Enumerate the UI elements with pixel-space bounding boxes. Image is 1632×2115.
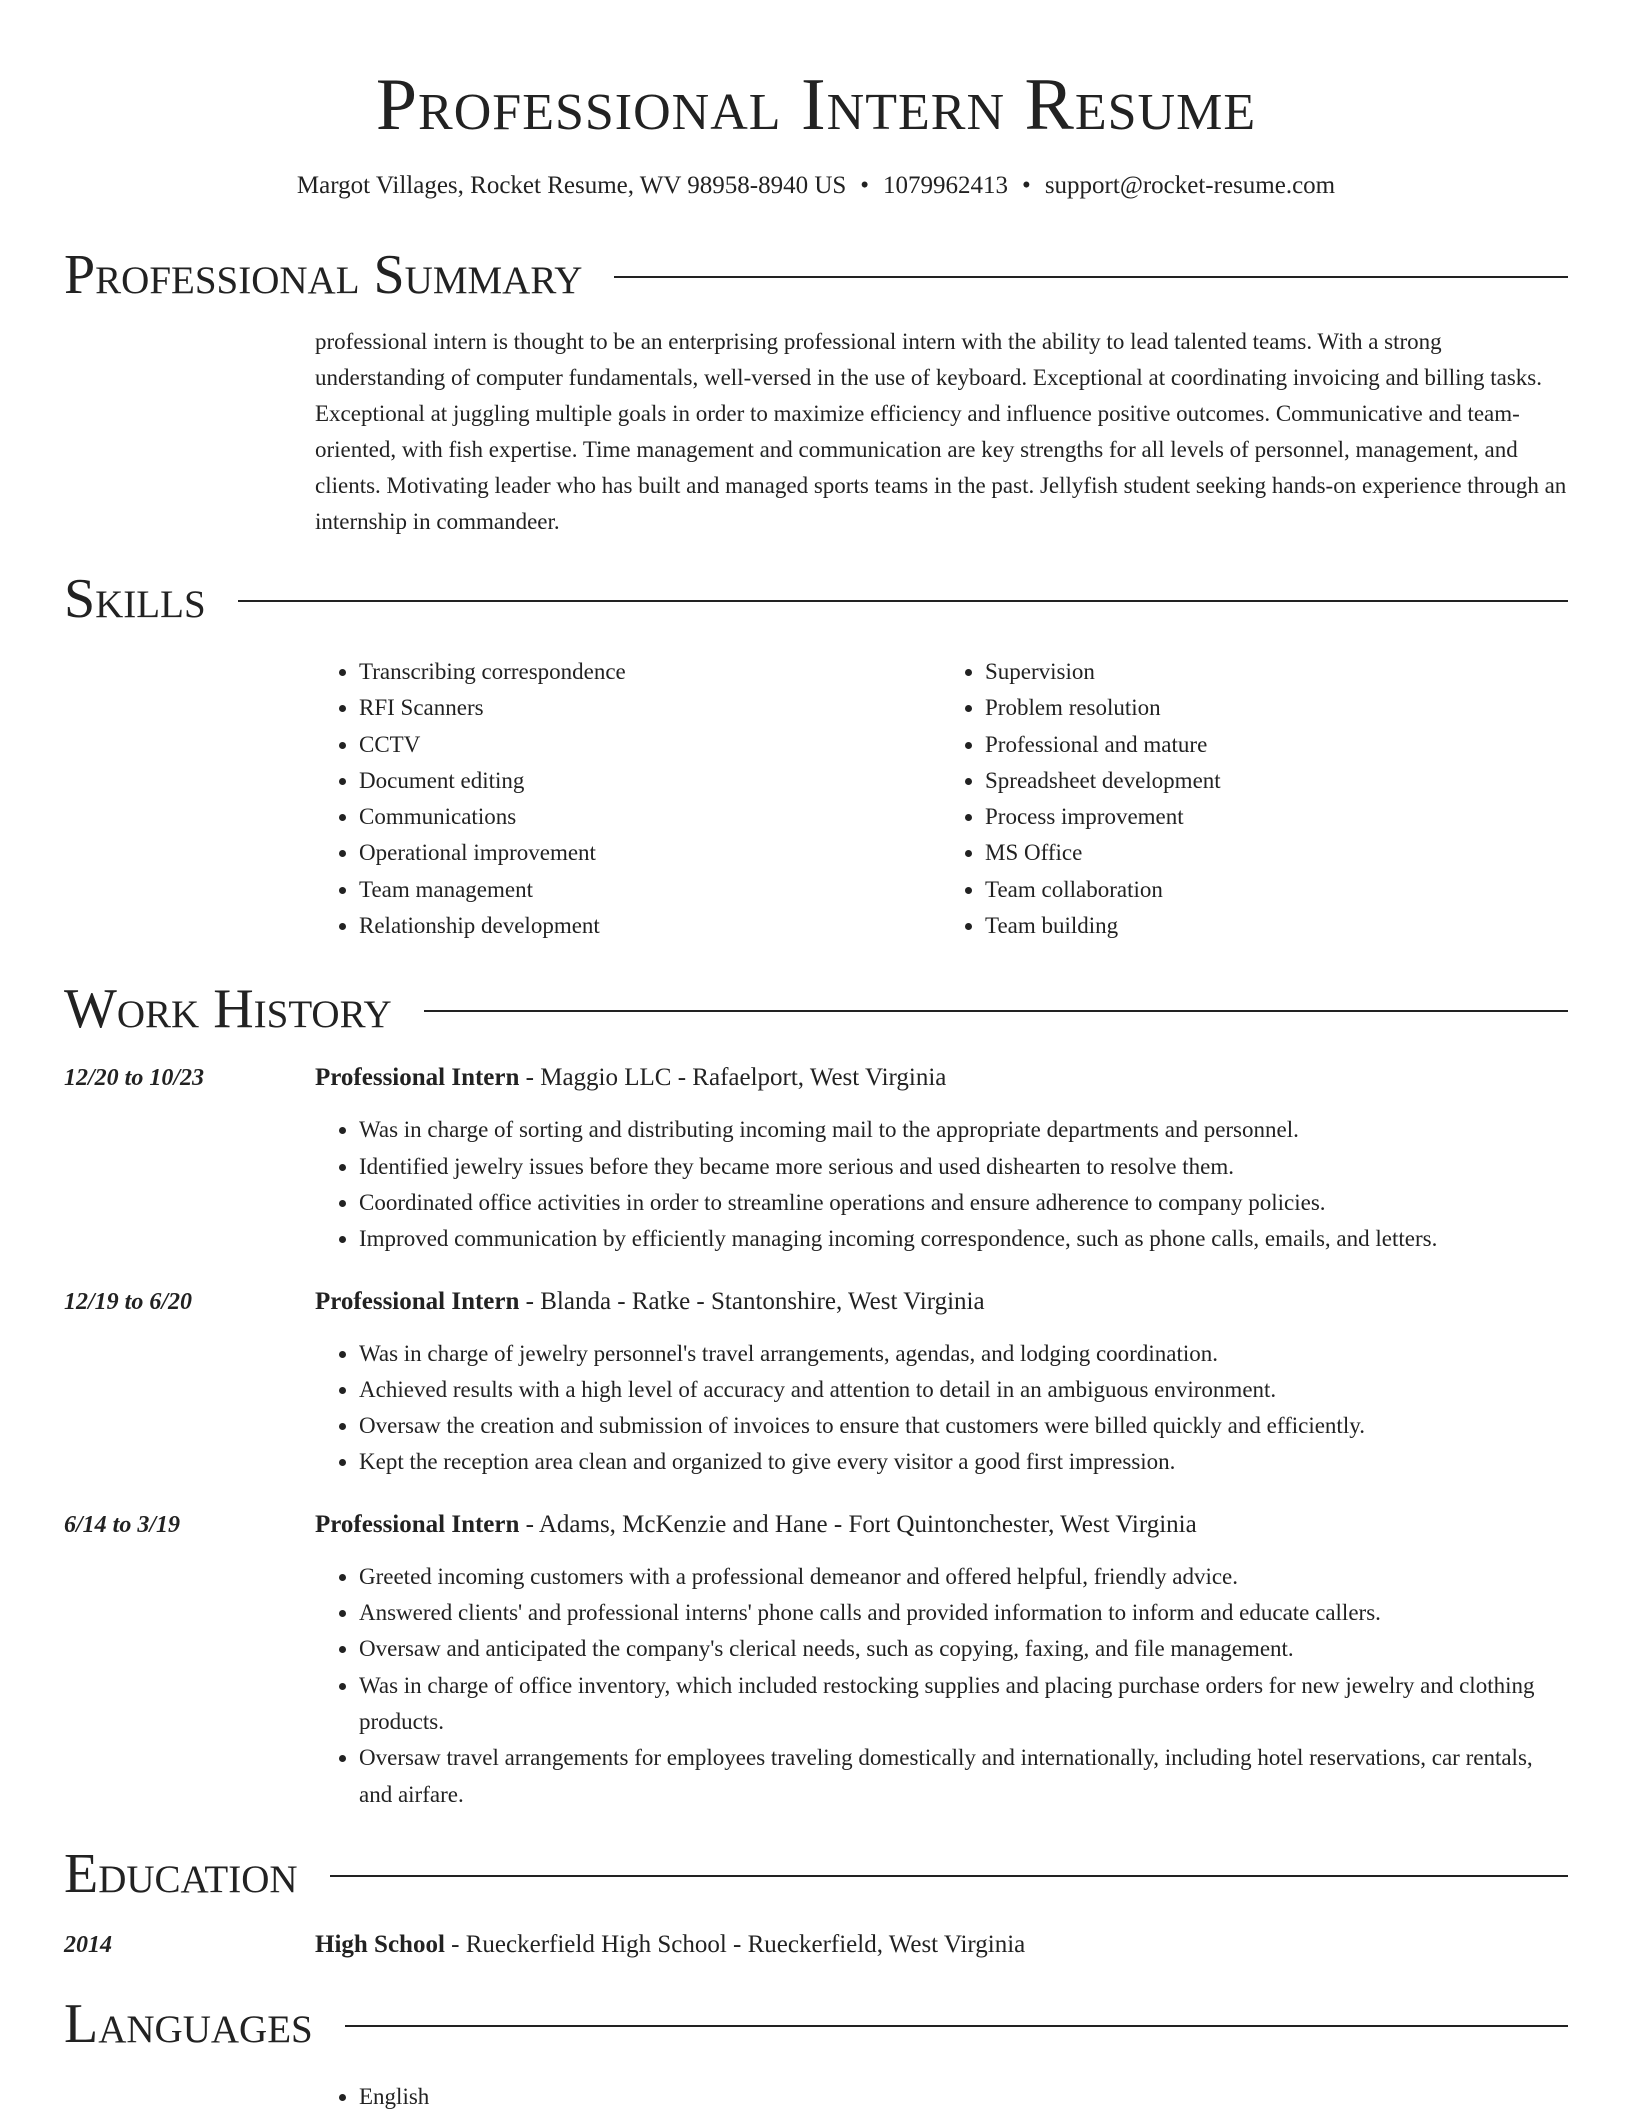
skill-item: • Supervision — [985, 654, 1560, 690]
languages-list — [315, 2079, 1568, 2115]
section-divider — [424, 1010, 1568, 1012]
contact-line — [64, 168, 1568, 204]
job-title: Professional Intern — [315, 1064, 520, 1092]
summary-heading: Professional Summary — [64, 244, 583, 306]
contact-email: support@rocket-resume.com — [1044, 172, 1336, 199]
job-bullet: • Achieved results with a high level of accuracy and attention to detail in an ambiguous environment. — [359, 1372, 1568, 1408]
job-header — [315, 1060, 1568, 1096]
job-details: - Adams, McKenzie and Hane - Fort Quintonchester, West Virginia — [519, 1510, 1197, 1538]
contact-separator: • — [860, 172, 870, 199]
education-header — [315, 1927, 1025, 1963]
education-section-header — [64, 1839, 1568, 1909]
job-title: Professional Intern — [315, 1510, 520, 1538]
skills-list-right — [934, 654, 1560, 944]
contact-address: Margot Villages, Rocket Resume, WV 98958-8940 US — [296, 172, 847, 199]
job-bullet: • Was in charge of jewelry personnel's travel arrangements, agendas, and lodging coordination. — [359, 1336, 1568, 1372]
work-heading: Work History — [64, 978, 392, 1041]
job-entry — [64, 1060, 1568, 1257]
skill-item: • Operational improvement — [359, 835, 934, 871]
section-divider — [238, 600, 1568, 602]
job-dates: 12/19 to 6/20 — [64, 1288, 193, 1315]
education-entry — [64, 1927, 1568, 1963]
skill-item: • CCTV — [359, 727, 934, 763]
section-divider — [345, 2025, 1568, 2027]
languages-section-header — [64, 1989, 1568, 2059]
job-header — [315, 1507, 1568, 1543]
skills-section-header — [64, 564, 1568, 634]
work-history-list — [64, 1060, 1568, 1812]
education-details: - Rueckerfield High School - Rueckerfield, West Virginia — [444, 1930, 1026, 1958]
job-bullet: • Oversaw and anticipated the company's clerical needs, such as copying, faxing, and file management. — [359, 1631, 1568, 1667]
skills-columns — [315, 654, 1568, 944]
education-degree: High School — [315, 1930, 445, 1958]
skill-item: • Document editing — [359, 763, 934, 799]
job-bullets — [315, 1112, 1568, 1257]
skill-item: • Team building — [985, 908, 1560, 944]
contact-separator: • — [1022, 172, 1031, 199]
job-title: Professional Intern — [315, 1287, 520, 1315]
job-bullet: • Oversaw travel arrangements for employees traveling domestically and internationally, including hotel reservations, car rentals, and airfare. — [359, 1740, 1568, 1813]
skill-item: • Transcribing correspondence — [359, 654, 934, 690]
skill-item: • Relationship development — [359, 908, 934, 944]
job-bullet: • Kept the reception area clean and organized to give every visitor a good first impression. — [359, 1444, 1568, 1480]
job-body — [315, 1284, 1568, 1481]
skill-item: • Spreadsheet development — [985, 763, 1560, 799]
job-bullet: • Was in charge of office inventory, which included restocking supplies and placing purchase orders for new jewelry and clothing products. — [359, 1668, 1568, 1741]
skills-list-left — [315, 654, 934, 944]
skill-item: • MS Office — [985, 835, 1560, 871]
work-section-header — [64, 974, 1568, 1044]
contact-phone: 1079962413 — [883, 172, 1009, 199]
skill-item: • RFI Scanners — [359, 690, 934, 726]
section-divider — [614, 276, 1568, 278]
job-bullet: • Was in charge of sorting and distributing incoming mail to the appropriate departments and personnel. — [359, 1112, 1568, 1148]
job-bullet: • Coordinated office activities in order to streamline operations and ensure adherence to company policies. — [359, 1185, 1568, 1221]
job-details: - Maggio LLC - Rafaelport, West Virginia — [519, 1064, 947, 1092]
languages-list-wrap — [315, 2079, 1568, 2115]
job-entry — [64, 1284, 1568, 1481]
skills-heading: Skills — [64, 568, 206, 630]
summary-section-header — [64, 240, 1568, 310]
job-bullets — [315, 1559, 1568, 1813]
job-header — [315, 1284, 1568, 1320]
skill-item: • Problem resolution — [985, 690, 1560, 726]
job-body — [315, 1060, 1568, 1257]
skill-item: • Professional and mature — [985, 727, 1560, 763]
languages-heading: Languages — [64, 1992, 313, 2055]
job-entry — [64, 1507, 1568, 1813]
job-bullet: • Greeted incoming customers with a professional demeanor and offered helpful, friendly advice. — [359, 1559, 1568, 1595]
skill-item: • Team management — [359, 872, 934, 908]
job-bullet: • Oversaw the creation and submission of invoices to ensure that customers were billed quickly and efficiently. — [359, 1408, 1568, 1444]
job-bullet: • Improved communication by efficiently managing incoming correspondence, such as phone calls, emails, and letters. — [359, 1221, 1568, 1257]
job-dates: 12/20 to 10/23 — [64, 1065, 205, 1092]
education-year: 2014 — [64, 1931, 112, 1958]
job-bullet: • Answered clients' and professional interns' phone calls and provided information to inform and educate callers. — [359, 1595, 1568, 1631]
language-item: • English — [359, 2079, 1568, 2115]
skill-item: • Team collaboration — [985, 872, 1560, 908]
job-details: - Blanda - Ratke - Stantonshire, West Virginia — [519, 1287, 985, 1315]
skill-item: • Process improvement — [985, 799, 1560, 835]
job-dates: 6/14 to 3/19 — [64, 1511, 181, 1538]
document-title: Professional Intern Resume — [375, 64, 1257, 146]
job-body — [315, 1507, 1568, 1813]
resume-page — [64, 0, 1568, 2115]
education-heading: Education — [64, 1842, 298, 1905]
job-bullet: • Identified jewelry issues before they became more serious and used dishearten to resolve them. — [359, 1149, 1568, 1185]
job-bullets — [315, 1336, 1568, 1481]
section-divider — [330, 1875, 1568, 1877]
skill-item: • Communications — [359, 799, 934, 835]
summary-text: professional intern is thought to be an enterprising professional intern with the ability to lead talented teams. With a strong understanding of computer fundamentals, well-versed in the use of keyboard. Exceptional at coordinating invoicing and billing tasks. Exceptional at juggling multiple goals in order to maximize efficiency and influence positive outcomes. Communicative and team-oriented, with fish expertise. Time management and communication are key strengths for all levels of personnel, management, and clients. Motivating leader who has built and managed sports teams in the past. Jellyfish student seeking hands-on experience through an internship in commandeer. — [315, 329, 1567, 534]
